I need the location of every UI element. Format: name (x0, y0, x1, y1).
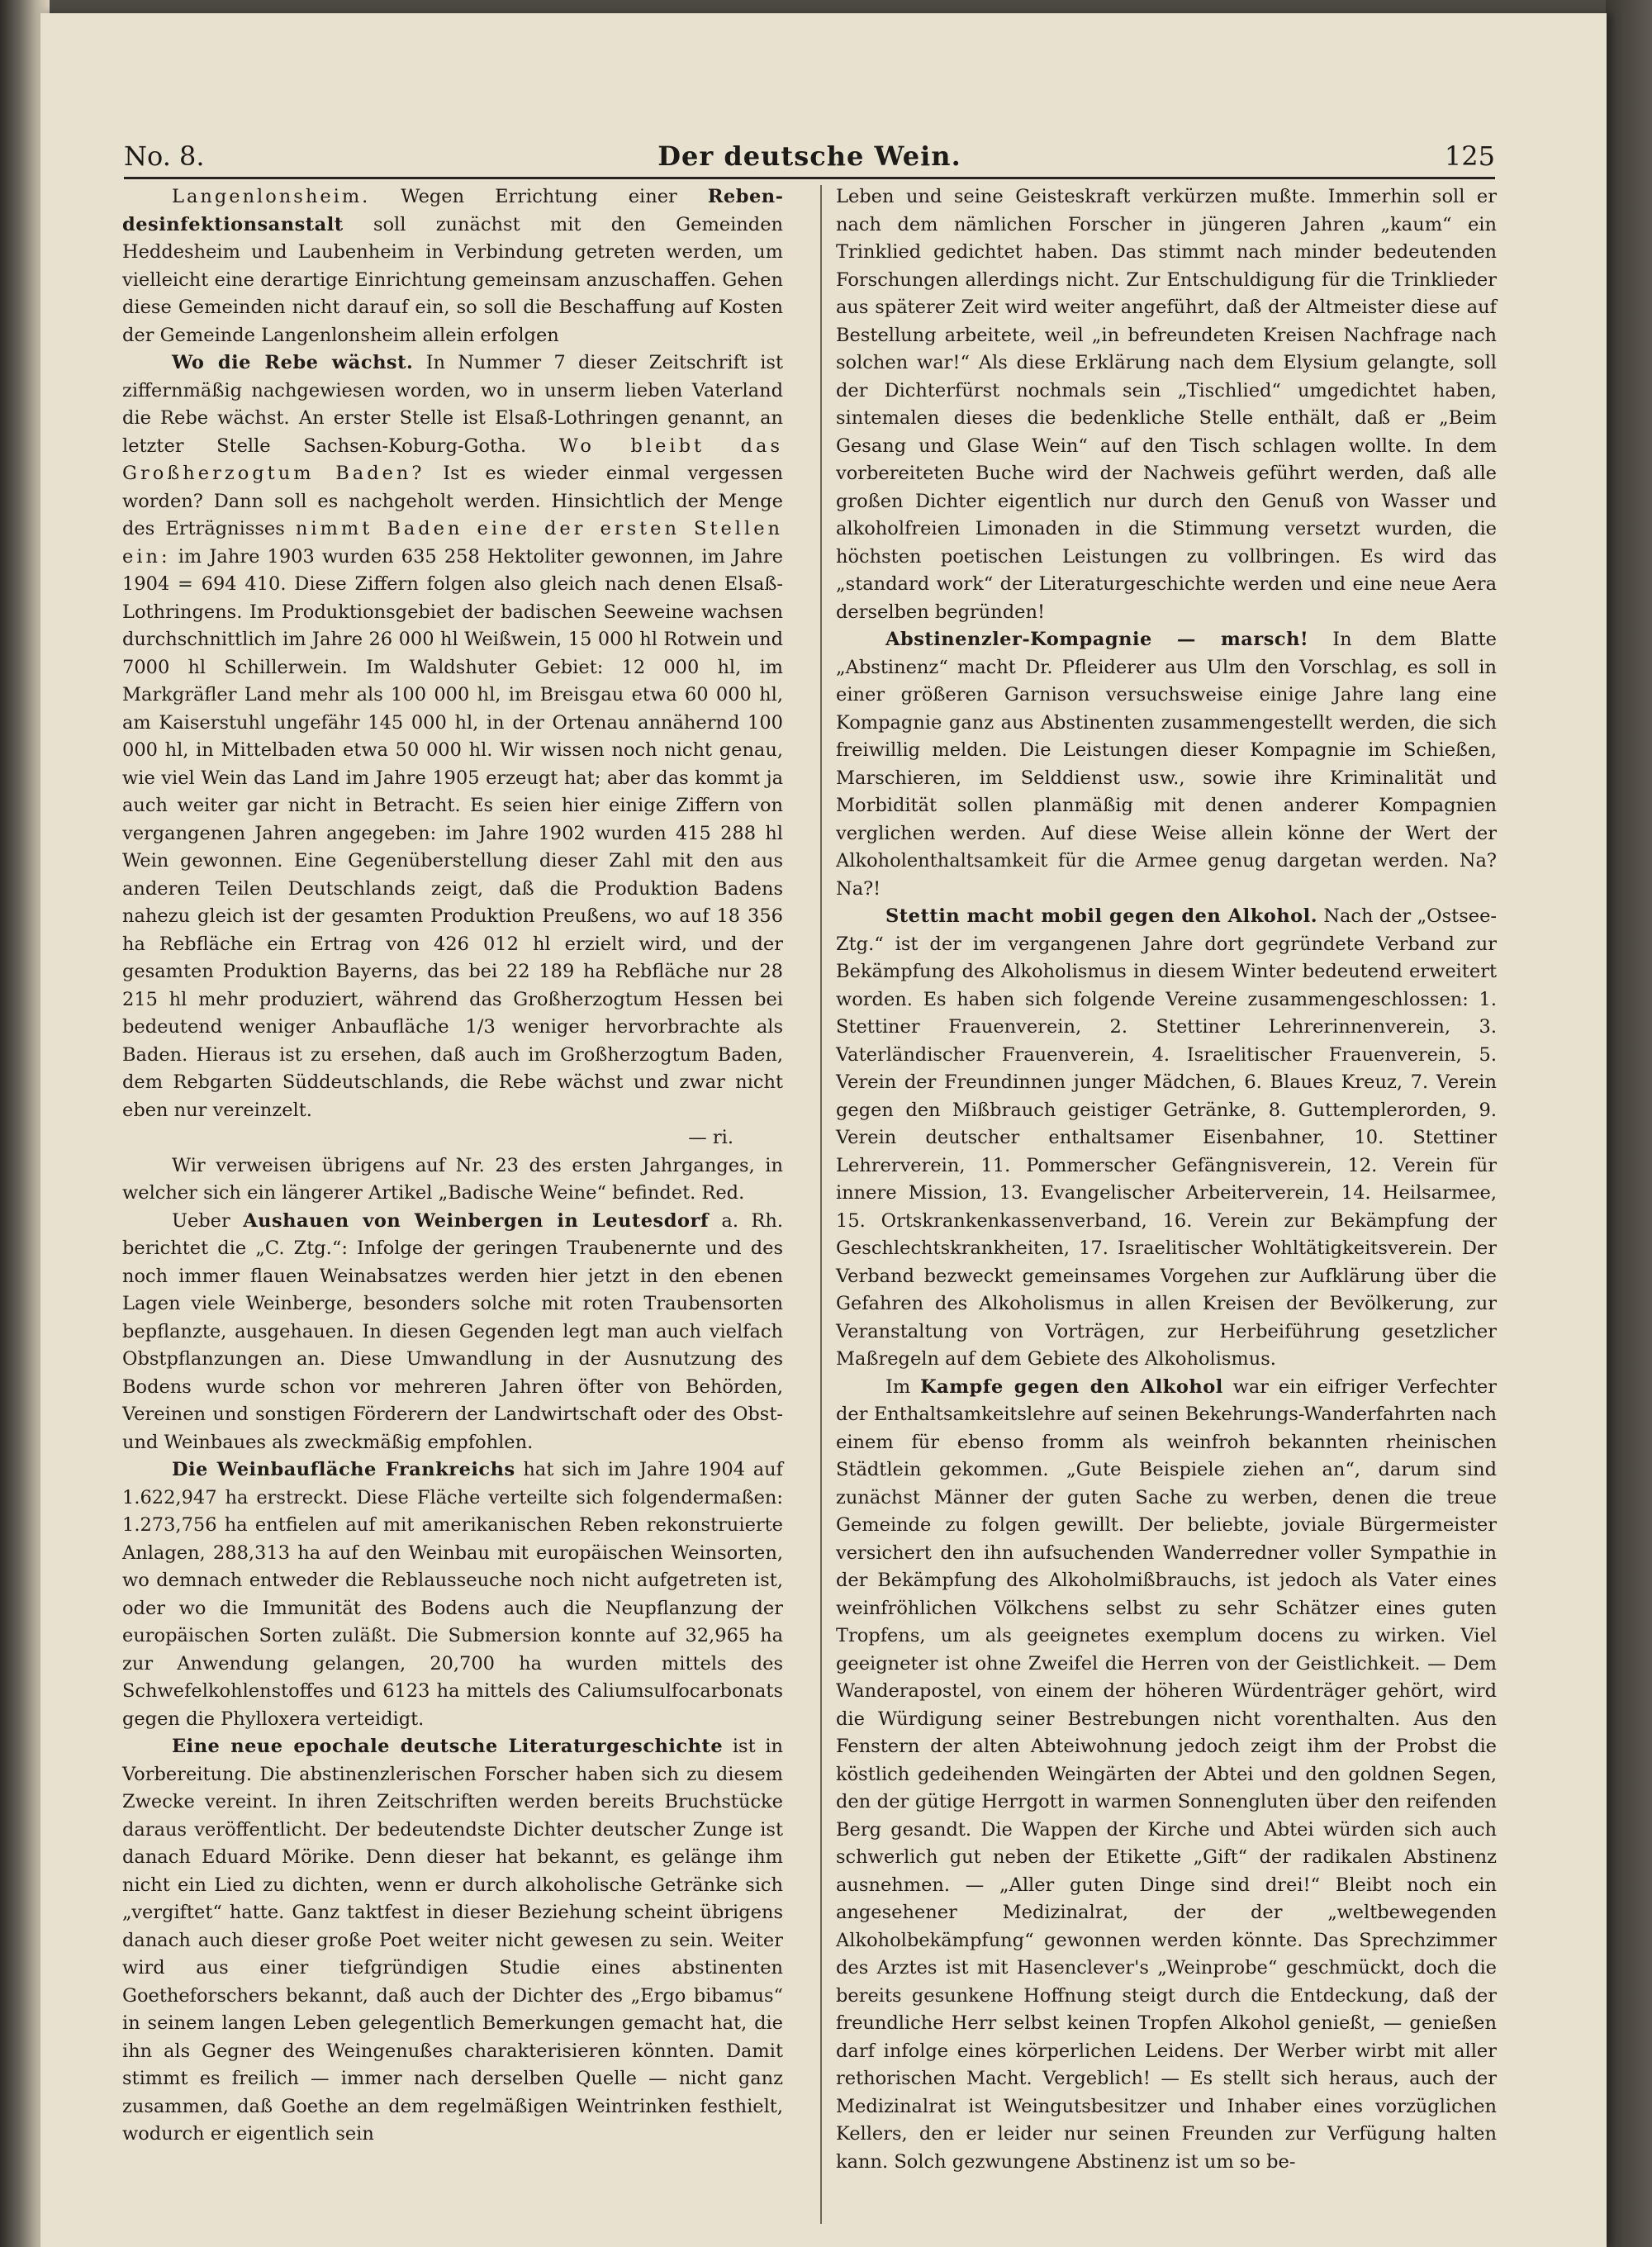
article-text: im Jahre 1903 wurden 635 258 Hektoliter gewonnen, im Jahre 1904 = 694 410. Diese Ziffern folgen also gleich nach denen Elsaß-Lothringens. Im Produktionsgebiet der badischen Seeweine wachsen durchschnittlich im Jahre 26 000 hl Weißwein, 15 000 hl Rotwein und 7000 hl Schillerwein. Im Waldshuter Gebiet: 12 000 hl, im Markgräfler Land mehr als 100 000 hl, im Breisgau etwa 60 000 hl, am Kaiserstuhl ungefähr 145 000 hl, in der Ortenau annähernd 100 000 hl, in Mittelbaden etwa 50 000 hl. Wir wissen noch nicht genau, wie viel Wein das Land im Jahre 1905 erzeugt hat; aber das kommt ja auch weiter gar nicht in Betracht. Es seien hier einige Ziffern von vergangenen Jahren angegeben: im Jahre 1902 wurden 415 288 hl Wein gewonnen. Eine Gegenüberstellung dieser Zahl mit den aus anderen Teilen Deutschlands zeigt, daß die Produktion Badens nahezu gleich ist der gesamten Produktion Preußens, wo auf 18 356 ha Rebfläche ein Ertrag von 426 012 hl erzielt wird, und der gesamten Produktion Bayerns, das bei 22 189 ha Rebfläche nur 28 215 hl mehr produziert, während das Großherzogtum Hessen bei bedeutend weniger Anbaufläche 1/3 weniger hervorbrachte als Baden. Hieraus ist zu ersehen, daß auch im Großherzogtum Baden, dem Rebgarten Süddeutschlands, die Rebe wächst und zwar nicht eben nur vereinzelt. (122, 545, 783, 1121)
right-column (836, 183, 1497, 2224)
spaced-emphasis: nimmt Baden eine der ersten Stellen ein: (122, 518, 784, 568)
article-text: Ist es wieder einmal vergessen worden? Dann soll es nachgeholt werden. Hinsichtlich der Menge des Erträgnisses (122, 463, 783, 539)
article-langenlonsheim (122, 183, 783, 349)
spaced-emphasis: Wo bleibt das Großherzogtum Baden? (122, 435, 783, 484)
article-text: In dem Blatte „Abstinenz“ macht Dr. Pfleiderer aus Ulm den Vorschlag, es soll in einer größeren Garnison versuchsweise einige Jahre lang eine Kompagnie ganz aus Abstinenten zusammengestellt werden, die sich freiwillig melden. Die Leistungen dieser Kompagnie im Schießen, Marschieren, im Selddienst usw., sowie ihre Kriminalität und Morbidität sollen planmäßig mit denen anderer Kompagnien verglichen werden. Auf diese Weise allein könne der Wert der Alkoholenthaltsamkeit für die Armee genug dargetan werden. Na? Na?! (836, 629, 1497, 900)
article-heading: Aushauen von Weinbergen in Leutesdorf (243, 1209, 709, 1232)
article-heading: Eine neue epochale deutsche Literaturgeschichte (172, 1736, 724, 1757)
issue-number: No. 8. (124, 140, 205, 172)
article-stettin (836, 903, 1497, 1374)
article-text: war ein eifriger Verfechter der Enthaltsamkeitslehre auf seinen Bekehrungs-Wanderfahrten nach einem für ebenso fromm als weinfroh bekannten rheinischen Städtlein gekommen. „Gute Beispiele ziehen an“, darum sind zunächst Männer der guten Sache zu werben, denen die treue Gemeinde zu folgen gewillt. Der beliebte, joviale Bürgermeister versichert den ihn aufsuchenden Wanderredner voller Sympathie in der Bekämpfung des Alkoholmißbrauchs, ist jedoch als Vater eines weinfröhlichen Völkchens selbst zu sehr Schätzer eines guten Tropfens, um als geeignetes exemplum docens zu wirken. Viel geeigneter ist ohne Zweifel die Herren von der Geistlichkeit. — Dem Wanderapostel, von einem der höheren Würdenträger gehört, wird die Würdigung seiner Bestrebungen nicht vorenthalten. Aus den Fenstern der alten Abteiwohnung jedoch zeigt ihm der Probst die köstlich gedeihenden Weingärten der Abtei und den goldnen Segen, den der gütige Herrgott in warmen Sonnengluten über den reifenden Berg gesandt. Die Wappen der Kirche und Abtei würden sich auch schwerlich gut neben der Etikette „Gift“ der radikalen Abstinenz ausnehmen. — „Aller guten Dinge sind drei!“ Bleibt noch ein angesehener Medizinalrat, der der „weltbewegenden Alkoholbekämpfung“ gewonnen werden könnte. Das Sprechzimmer des Arztes ist mit Hasenclever's „Weinprobe“ geschmückt, doch die bereits gesunkene Hoffnung steigt durch die Entdeckung, daß der freundliche Herr selbst keinen Tropfen Alkohol genießt, — genießen darf infolge eines körperlichen Leidens. Der Werber wirbt mit aller rethorischen Macht. Vergeblich! — Es stellt sich heraus, auch der Medizinalrat ist Weingutsbesitzer und Inhaber eines vorzüglichen Kellers, den er leider nur seinen Freunden zur Verfügung halten kann. Solch gezwungene Abstinenz ist um so be- (836, 1375, 1497, 2173)
page-header (124, 140, 1495, 182)
article-text: Wegen Errichtung einer (370, 186, 708, 207)
article-leutesdorf (122, 1208, 783, 1457)
article-text: Im (885, 1375, 921, 1398)
article-lead: Langenlonsheim. (172, 186, 371, 207)
article-abstinenzler-kompagnie (836, 626, 1497, 903)
editorial-note: Wir verweisen übrigens auf Nr. 23 des ersten Jahrganges, in welcher sich ein längerer Artikel „Badische Weine“ befindet. Red. (122, 1154, 783, 1204)
article-text: hat sich im Jahre 1904 auf 1.622,947 ha erstreckt. Diese Fläche verteilte sich folgendermaßen: 1.273,756 ha entfielen auf mit amerikanischen Reben rekonstruierte Anlagen, 288,313 ha auf den Weinbau mit europäischen Weinsorten, wo demnach entweder die Reblausseuche noch nicht aufgetreten ist, oder wo die Immunität des Bodens auch die Neupflanzung der europäischen Sorten zuläßt. Die Submersion konnte auf 32,965 ha zur Anwendung gelangen, 20,700 ha wurden mittels des Schwefelkohlenstoffes und 6123 ha mittels des Caliumsulfocarbonats gegen die Phylloxera verteidigt. (122, 1459, 783, 1730)
article-signature: — ri. (688, 1127, 733, 1148)
article-heading: Die Weinbaufläche Frankreichs (172, 1459, 515, 1480)
article-wo-die-rebe-waechst (122, 349, 783, 1124)
article-text: soll zunächst mit den Gemeinden Heddesheim und Laubenheim in Verbindung getreten werden, um vielleicht eine derartige Einrichtung gemeinsam anzuschaffen. Gehen diese Gemeinden nicht darauf ein, so soll die Beschaffung auf Kosten der Gemeinde Langenlonsheim allein erfolgen (122, 213, 783, 346)
article-heading: Wo die Rebe wächst. (172, 352, 414, 373)
article-kampf-gegen-alkohol (836, 1374, 1497, 2177)
adjacent-page-edge (1606, 0, 1652, 2247)
article-continuation: Leben und seine Geisteskraft verkürzen mußte. Immerhin soll er nach dem nämlichen Forscher in jüngeren Jahren „kaum“ ein Trinklied gedichtet haben. Das stimmt nach minder bedeutenden Forschungen allerdings nicht. Zur Entschuldigung für die Trinklieder aus späterer Zeit wird weiter angeführt, daß der Altmeister diese auf Bestellung arbeitete, weil „in befreundeten Kreisen Nachfrage nach solchen war!“ Als diese Erklärung nach dem Elysium gelangte, soll der Dichterfürst nochmals sein „Tischlied“ umgedichtet haben, sintemalen dieses die bedenkliche Stelle enthält, daß er „Beim Gesang und Glase Wein“ auf den Tisch schlagen wollte. In dem vorbereiteten Buche wird der Nachweis geführt werden, daß alle großen Dichter eigentlich nur durch den Genuß von Wasser und alkoholfreien Limonaden in die Stimmung versetzt wurden, die höchsten poetischen Leistungen zu vollbringen. Es wird das „standard work“ der Literaturgeschichte werden und eine neue Aera derselben begründen! (836, 186, 1497, 623)
article-heading: Rebendesinfektionsanstalt (122, 186, 783, 235)
article-literaturgeschichte (122, 1733, 783, 2149)
column-divider (820, 185, 822, 2224)
article-text: Ueber (172, 1209, 244, 1232)
page-number: 125 (1444, 140, 1495, 172)
article-text: a. Rh. berichtet die „C. Ztg.“: Infolge der geringen Traubenernte und des noch immer flauen Weinabsatzes werden hier jetzt in den ebenen Lagen viele Weinberge, besonders solche mit roten Traubensorten bepflanzte, ausgehauen. In diesen Gegenden legt man auch vielfach Obstpflanzungen an. Diese Umwandlung in der Ausnutzung des Bodens wurde schon vor mehreren Jahren öfter von Behörden, Vereinen und sonstigen Förderern der Landwirtschaft oder des Obst- und Weinbaues als zweckmäßig empfohlen. (122, 1209, 783, 1453)
article-heading: Stettin macht mobil gegen den Alkohol. (885, 905, 1318, 927)
article-heading: Kampfe gegen den Alkohol (920, 1375, 1223, 1398)
article-text: Nach der „Ostsee-Ztg.“ ist der im vergangenen Jahre dort gegründete Verband zur Bekämpfung des Alkoholismus in diesem Winter bedeutend erweitert worden. Es haben sich folgende Vereine zusammengeschlossen: 1. Stettiner Frauenverein, 2. Stettiner Lehrerinnenverein, 3. Vaterländischer Frauenverein, 4. Israelitischer Frauenverein, 5. Verein der Freundinnen junger Mädchen, 6. Blaues Kreuz, 7. Verein gegen den Mißbrauch geistiger Getränke, 8. Guttemplerorden, 9. Verein deutscher enthaltsamer Eisenbahner, 10. Stettiner Lehrerverein, 11. Pommerscher Gefängnisverein, 12. Verein für innere Mission, 13. Evangelischer Arbeiterverein, 14. Heilsarmee, 15. Ortskrankenkassenverband, 16. Verein zur Bekämpfung der Geschlechtskrankheiten, 17. Israelitischer Wohltätigkeitsverein. Der Verband bezweckt gemeinsames Vorgehen zur Aufklärung über die Gefahren des Alkoholismus in allen Kreisen der Bevölkerung, zur Veranstaltung von Vorträgen, zur Herbeiführung gesetzlicher Maßregeln auf dem Gebiete des Alkoholismus. (836, 905, 1497, 1370)
article-heading: Abstinenzler-Kompagnie — marsch! (885, 629, 1309, 650)
article-text: ist in Vorbereitung. Die abstinenzlerischen Forscher haben sich zu diesem Zwecke vereint. In ihren Zeitschriften werden bereits Bruchstücke daraus veröffentlicht. Der bedeutendste Dichter deutscher Zunge ist danach Eduard Mörike. Denn dieser hat bekannt, es gelänge ihm nicht ein Lied zu dichten, wenn er durch alkoholische Getränke sich „vergiftet“ hatte. Ganz taktfest in dieser Beziehung scheint übrigens danach auch dieser große Poet weiter nicht gewesen zu sein. Weiter wird aus einer tiefgründigen Studie eines abstinenten Goetheforschers bekannt, daß auch der Dichter des „Ergo bibamus“ in seinem langen Leben gelegentlich Bemerkungen gemacht hat, die ihn als Gegner des Weingenußes charakterisieren könnten. Damit stimmt es freilich — immer nach derselben Quelle — nicht ganz zusammen, daß Goethe an dem regelmäßigen Weintrinken festhielt, wodurch er eigentlich sein (122, 1736, 783, 2145)
left-column (122, 183, 783, 2224)
article-text: In Nummer 7 dieser Zeitschrift ist ziffernmäßig nachgewiesen worden, wo in unserm lieben Vaterland die Rebe wächst. An erster Stelle ist Elsaß-Lothringen genannt, an letzter Stelle Sachsen-Koburg-Gotha. (122, 352, 784, 457)
header-rule (124, 177, 1495, 179)
article-frankreich (122, 1456, 783, 1733)
publication-title: Der deutsche Wein. (657, 140, 961, 172)
